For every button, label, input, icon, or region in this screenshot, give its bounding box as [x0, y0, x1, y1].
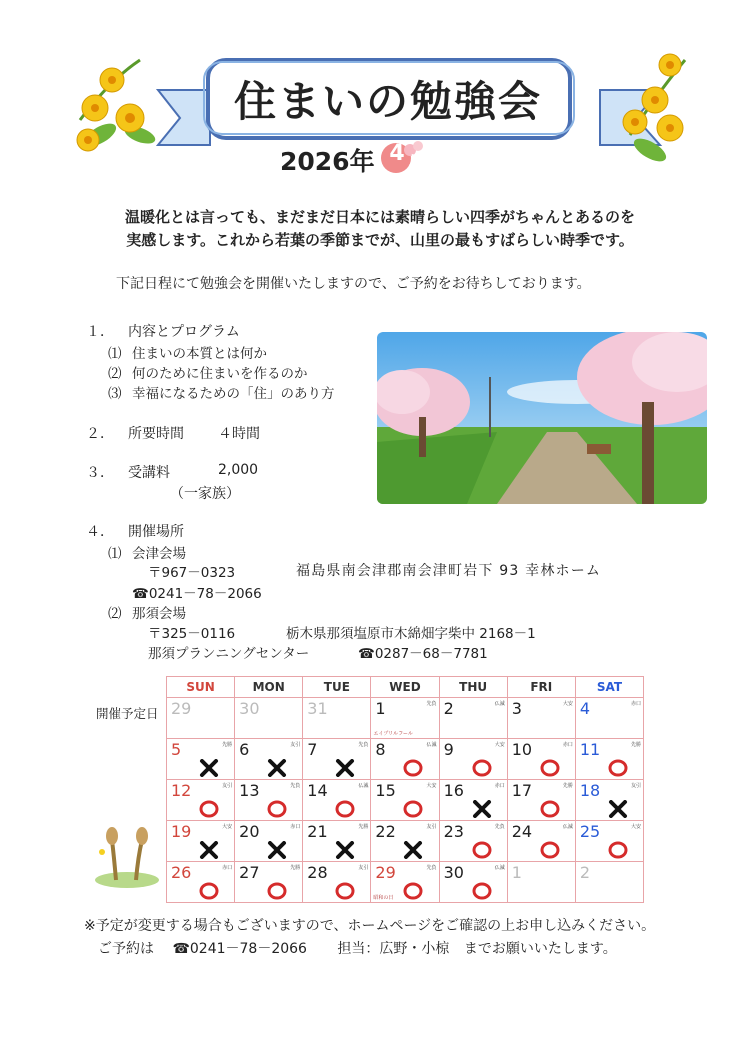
reserve-label: ご予約は	[98, 941, 154, 957]
available-circle-icon	[403, 882, 423, 900]
day-number: 14	[307, 781, 328, 800]
rokuyo-label: 仏滅	[494, 865, 505, 871]
rokuyo-label: 大安	[562, 701, 573, 707]
day-number: 1	[511, 863, 522, 882]
cherry-blossom-park-image	[377, 332, 707, 504]
calendar-day-cell[interactable]	[439, 698, 507, 739]
program-item-2-num: ⑵	[108, 366, 122, 382]
available-circle-icon	[472, 759, 492, 777]
venue-2-tel[interactable]: ☎0287－68－7781	[358, 646, 488, 662]
calendar-day-cell[interactable]	[235, 821, 303, 862]
rokuyo-label: 先勝	[630, 742, 641, 748]
month-suffix: 月	[409, 153, 422, 167]
calendar-day-cell[interactable]	[167, 780, 235, 821]
available-circle-icon	[540, 759, 560, 777]
calendar-day-cell[interactable]	[439, 821, 507, 862]
day-number: 16	[443, 781, 464, 800]
weekday-sat: SAT	[575, 677, 643, 698]
available-circle-icon	[403, 800, 423, 818]
calendar-day-cell[interactable]	[439, 862, 507, 903]
rokuyo-label: 赤口	[494, 783, 505, 789]
available-circle-icon	[540, 800, 560, 818]
day-number: 24	[511, 822, 533, 841]
calendar-day-cell[interactable]	[235, 739, 303, 780]
rokuyo-label: 仏滅	[358, 783, 369, 789]
program-item-2: 何のために住まいを作るのか	[132, 366, 308, 382]
reservation-line	[98, 938, 617, 958]
rokuyo-label: 赤口	[222, 865, 233, 871]
calendar-day-cell[interactable]	[575, 739, 643, 780]
unavailable-cross-icon	[267, 759, 287, 777]
reserve-tel[interactable]: ☎0241－78－2066	[172, 941, 307, 957]
calendar-day-cell[interactable]	[575, 698, 643, 739]
right-flower-icon	[623, 54, 685, 166]
available-circle-icon	[267, 882, 287, 900]
day-number: 7	[307, 740, 318, 759]
day-number: 25	[579, 822, 601, 841]
day-number: 3	[511, 699, 522, 718]
weekday-thu: THU	[439, 677, 507, 698]
venue-2-place: 那須プランニングセンター	[148, 646, 310, 662]
calendar-day-cell	[507, 862, 575, 903]
weekday-sun: SUN	[167, 677, 235, 698]
day-number: 19	[171, 822, 192, 841]
calendar-day-cell[interactable]	[303, 780, 371, 821]
rokuyo-label: 赤口	[630, 701, 641, 707]
page-title: 住まいの勉強会	[233, 77, 542, 126]
rokuyo-label: 先勝	[222, 742, 233, 748]
section-4-number: ４．	[86, 524, 114, 540]
calendar-day-cell[interactable]	[303, 862, 371, 903]
calendar-day-cell[interactable]	[167, 821, 235, 862]
calendar-week-row	[167, 739, 644, 780]
schedule-change-note: ※予定が変更する場合もございますので、ホームページをご確認の上お申し込みください。	[84, 918, 656, 934]
calendar-week-row	[167, 862, 644, 903]
month-number: 4	[389, 141, 405, 166]
unavailable-cross-icon	[608, 800, 628, 818]
day-number: 17	[511, 781, 533, 800]
left-flower-icon	[77, 60, 157, 151]
calendar-day-cell[interactable]	[507, 739, 575, 780]
calendar-day-cell[interactable]	[507, 821, 575, 862]
rokuyo-label: 友引	[358, 865, 369, 871]
calendar-day-cell[interactable]	[575, 821, 643, 862]
rokuyo-label: 大安	[426, 783, 437, 789]
day-number: 29	[375, 863, 396, 882]
event-calendar	[166, 676, 644, 903]
calendar-day-cell[interactable]	[507, 780, 575, 821]
calendar-day-cell	[303, 698, 371, 739]
unavailable-cross-icon	[199, 841, 219, 859]
venue-1-name: 会津会場	[132, 546, 186, 562]
rokuyo-label: 先負	[290, 783, 301, 789]
contact-tail: までお願いいたします。	[463, 941, 617, 957]
venue-1-num: ⑴	[108, 546, 122, 562]
available-circle-icon	[335, 882, 355, 900]
weekday-mon: MON	[235, 677, 303, 698]
duration-label: 所要時間	[128, 426, 184, 442]
rokuyo-label: 先負	[426, 865, 437, 871]
fee-note: （一家族）	[170, 486, 240, 502]
day-number: 21	[307, 822, 328, 841]
calendar-weekday-row	[167, 677, 644, 698]
day-number: 13	[239, 781, 260, 800]
venue-1-tel[interactable]: ☎0241－78－2066	[132, 586, 262, 602]
calendar-day-cell[interactable]	[303, 739, 371, 780]
calendar-day-cell	[575, 862, 643, 903]
rokuyo-label: 仏滅	[562, 824, 573, 830]
contact-label: 担当：広野・小椋	[337, 941, 450, 957]
available-circle-icon	[335, 800, 355, 818]
venue-1-address: 福島県南会津郡南会津町岩下 93 幸林ホーム	[296, 563, 602, 579]
available-circle-icon	[472, 882, 492, 900]
venue-2-num: ⑵	[108, 606, 122, 622]
program-item-3: 幸福になるための「住」のあり方	[132, 386, 335, 402]
calendar-day-cell[interactable]	[371, 780, 439, 821]
day-number: 8	[375, 740, 386, 759]
day-number: 15	[375, 781, 396, 800]
rokuyo-label: 仏滅	[494, 701, 505, 707]
rokuyo-label: 赤口	[290, 824, 301, 830]
day-number: 2	[579, 863, 591, 882]
day-number: 11	[579, 740, 601, 759]
calendar-week-row	[167, 698, 644, 739]
calendar-day-cell[interactable]	[439, 739, 507, 780]
weekday-fri: FRI	[507, 677, 575, 698]
day-number: 27	[239, 863, 260, 882]
calendar-day-cell	[167, 698, 235, 739]
calendar-day-cell[interactable]	[167, 862, 235, 903]
unavailable-cross-icon	[335, 841, 355, 859]
rokuyo-label: 友引	[290, 742, 301, 748]
unavailable-cross-icon	[199, 759, 219, 777]
rokuyo-label: 先勝	[358, 824, 369, 830]
rokuyo-label: 赤口	[562, 742, 573, 748]
day-number: 29	[171, 699, 192, 718]
duration-value: ４時間	[218, 426, 260, 442]
section-3-number: ３．	[86, 465, 114, 481]
program-item-1: 住まいの本質とは何か	[132, 346, 267, 362]
available-circle-icon	[199, 800, 219, 818]
rokuyo-label: 友引	[426, 824, 437, 830]
calendar-day-cell[interactable]	[575, 780, 643, 821]
day-number: 20	[239, 822, 260, 841]
rokuyo-label: 大安	[630, 824, 641, 830]
day-number: 28	[307, 863, 328, 882]
available-circle-icon	[608, 841, 628, 859]
unavailable-cross-icon	[267, 841, 287, 859]
venue-1-postal: 〒967－0323	[148, 565, 236, 581]
calendar-day-cell[interactable]	[167, 739, 235, 780]
venue-2-postal: 〒325－0116	[148, 626, 236, 642]
unavailable-cross-icon	[335, 759, 355, 777]
day-number: 26	[171, 863, 192, 882]
rokuyo-label: 仏滅	[426, 742, 437, 748]
section-1-heading: 内容とプログラム	[128, 324, 240, 340]
section-4-heading: 開催場所	[128, 524, 184, 540]
day-number: 22	[375, 822, 396, 841]
available-circle-icon	[267, 800, 287, 818]
calendar-day-cell[interactable]	[235, 862, 303, 903]
calendar-day-cell[interactable]	[371, 739, 439, 780]
day-number: 6	[239, 740, 250, 759]
calendar-day-cell[interactable]	[235, 780, 303, 821]
available-circle-icon	[472, 841, 492, 859]
unavailable-cross-icon	[472, 800, 492, 818]
rokuyo-label: 大安	[222, 824, 233, 830]
fee-label: 受講料	[128, 465, 170, 481]
day-number: 10	[511, 740, 533, 759]
day-number: 2	[443, 699, 454, 718]
calendar-day-cell[interactable]	[439, 780, 507, 821]
section-1-number: １．	[86, 324, 114, 340]
program-item-1-num: ⑴	[108, 346, 122, 362]
day-number: 31	[307, 699, 328, 718]
calendar-day-cell	[235, 698, 303, 739]
calendar-day-cell[interactable]	[371, 821, 439, 862]
available-circle-icon	[403, 759, 423, 777]
day-number: 30	[443, 863, 464, 882]
day-number: 4	[579, 699, 591, 718]
day-note: エイプリルフール	[373, 731, 413, 737]
rokuyo-label: 大安	[494, 742, 505, 748]
available-circle-icon	[540, 841, 560, 859]
available-circle-icon	[608, 759, 628, 777]
day-number: 12	[171, 781, 192, 800]
calendar-day-cell[interactable]	[371, 862, 439, 903]
weekday-wed: WED	[371, 677, 439, 698]
day-number: 18	[579, 781, 601, 800]
rokuyo-label: 先負	[426, 701, 437, 707]
intro-text: 下記日程にて勉強会を開催いたしますので、ご予約をお待ちしております。	[116, 276, 591, 292]
day-number: 23	[443, 822, 464, 841]
venue-2-address: 栃木県那須塩原市木綿畑字柴中 2168－1	[286, 626, 536, 642]
day-number: 30	[239, 699, 260, 718]
section-2-number: ２．	[86, 426, 114, 442]
weekday-tue: TUE	[303, 677, 371, 698]
rokuyo-label: 先勝	[562, 783, 573, 789]
rokuyo-label: 友引	[222, 783, 233, 789]
calendar-label: 開催予定日	[96, 706, 159, 721]
calendar-week-row	[167, 821, 644, 862]
calendar-day-cell[interactable]	[303, 821, 371, 862]
day-number: 1	[375, 699, 386, 718]
lead-line-1: 温暖化とは言っても、まだまだ日本には素晴らしい四季がちゃんとあるのを	[124, 208, 635, 226]
year-label: 2026年	[280, 147, 375, 176]
rokuyo-label: 先負	[358, 742, 369, 748]
fern-sprout-icon	[92, 822, 162, 890]
calendar-day-cell[interactable]	[371, 698, 439, 739]
day-number: 9	[443, 740, 454, 759]
rokuyo-label: 友引	[630, 783, 641, 789]
rokuyo-label: 先勝	[290, 865, 301, 871]
lead-line-2: 実感します。これから若葉の季節までが、山里の最もすばらしい時季です。	[126, 231, 634, 249]
available-circle-icon	[199, 882, 219, 900]
day-number: 5	[171, 740, 182, 759]
rokuyo-label: 先負	[494, 824, 505, 830]
day-note: 昭和の日	[373, 895, 394, 901]
calendar-day-cell[interactable]	[507, 698, 575, 739]
fee-value: 2,000	[218, 462, 259, 478]
program-item-3-num: ⑶	[108, 386, 122, 402]
calendar-week-row	[167, 780, 644, 821]
venue-2-name: 那須会場	[132, 606, 186, 622]
unavailable-cross-icon	[403, 841, 423, 859]
